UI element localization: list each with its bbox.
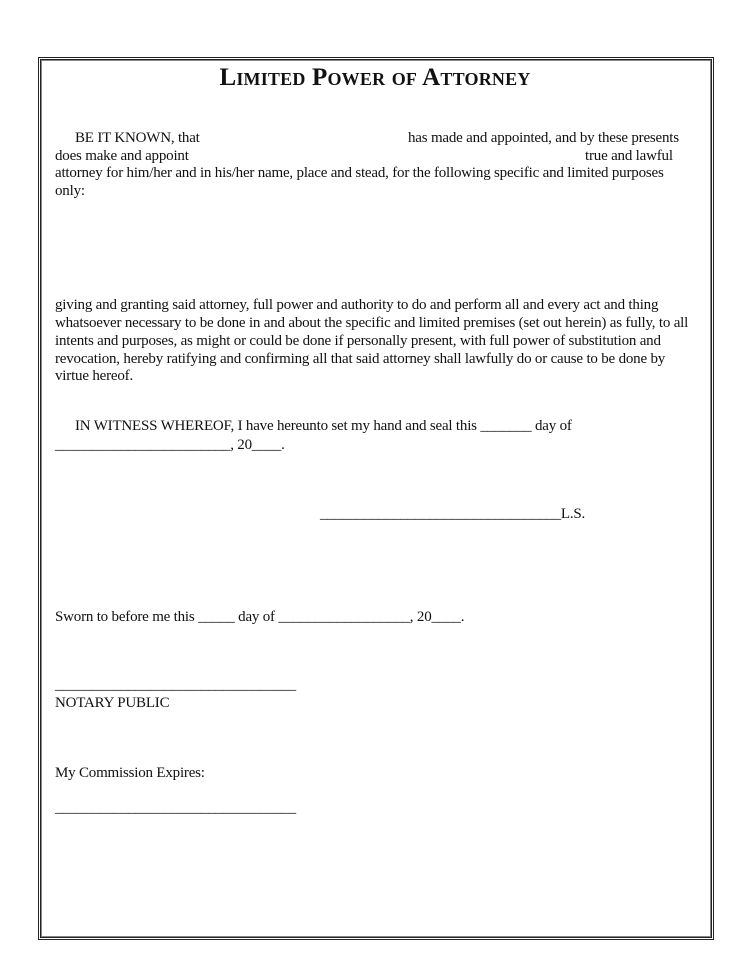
intro-line-2a: does make and appoint — [55, 148, 189, 164]
intro-line-1a: BE IT KNOWN, that — [75, 130, 200, 146]
intro-line-4: only: — [55, 183, 85, 199]
grant-line: intents and purposes, as might or could be done if personally present, with full power of substitution and — [55, 333, 661, 349]
notary-signature-line: _________________________________ — [55, 677, 296, 693]
witness-date-line: ________________________, 20____. — [55, 437, 285, 453]
grant-line: virtue hereof. — [55, 368, 133, 384]
signature-line: _________________________________L.S. — [320, 506, 586, 522]
commission-expires-line: _________________________________ — [55, 800, 296, 816]
notary-public-label: NOTARY PUBLIC — [55, 695, 170, 711]
grant-line: whatsoever necessary to be done in and about the specific and limited premises (set out herein) as fully, to all — [55, 315, 689, 331]
grant-line: revocation, hereby ratifying and confirming all that said attorney shall lawfully do or cause to be done by — [55, 351, 666, 367]
witness-line-1: IN WITNESS WHEREOF, I have hereunto set my hand and seal this _______ day of — [75, 418, 572, 434]
commission-expires-label: My Commission Expires: — [55, 765, 205, 781]
document-title: Limited Power of Attorney — [219, 64, 531, 91]
intro-line-2b: true and lawful — [585, 148, 673, 164]
sworn-line: Sworn to before me this _____ day of __________________, 20____. — [55, 609, 465, 625]
intro-line-1b: has made and appointed, and by these presents — [408, 130, 679, 146]
grant-line: giving and granting said attorney, full power and authority to do and perform all and every act and thing — [55, 297, 659, 313]
intro-line-3: attorney for him/her and in his/her name, place and stead, for the following specific and limited purposes — [55, 165, 664, 181]
